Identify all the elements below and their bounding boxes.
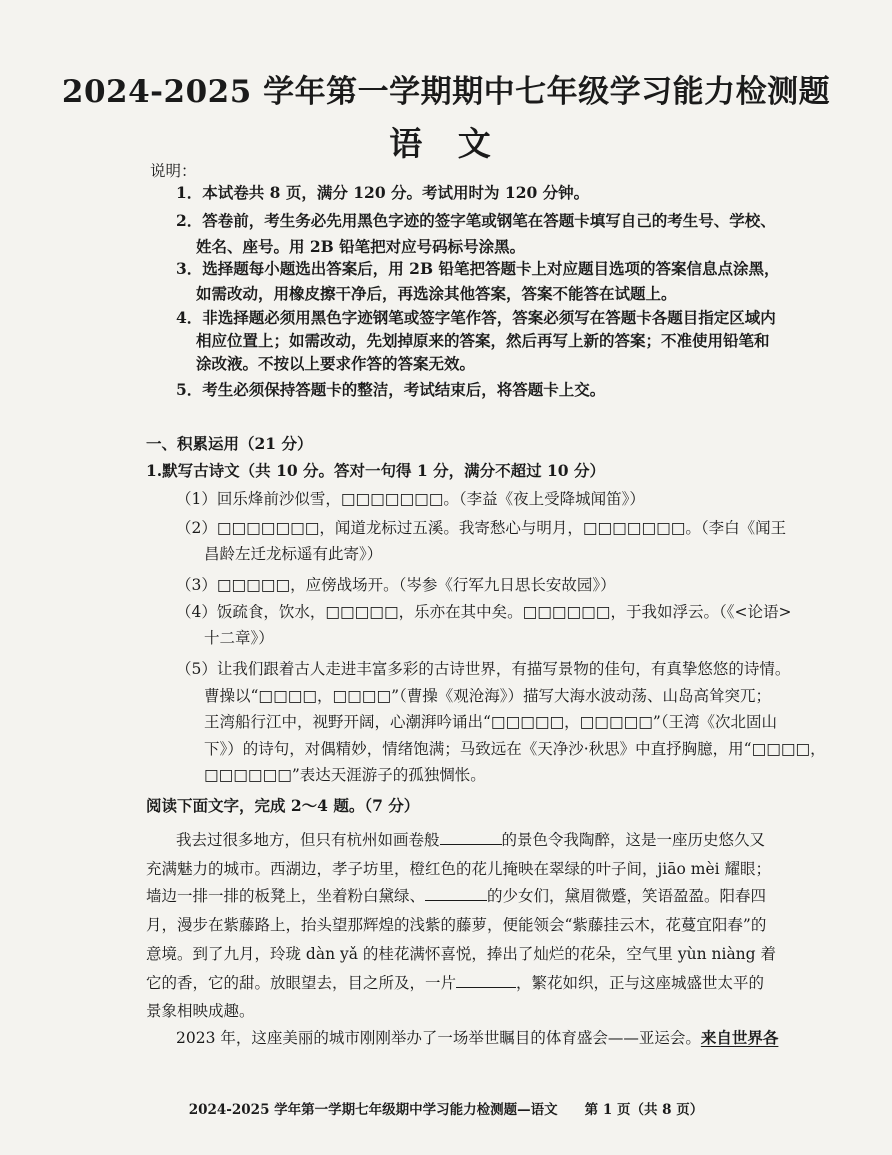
page-footer: 2024-2025 学年第一学期七年级期中学习能力检测题—语文 第 1 页（共 8 页） — [188, 1102, 704, 1118]
q1-line-3: （3）□□□□□，应傍战场开。（岑参《行军九日思长安故园》） — [176, 576, 616, 594]
instruction-3-cont: 如需改动，用橡皮擦干净后，再选涂其他答案，答案不能答在试题上。 — [196, 284, 677, 303]
section-heading: 一、积累运用（21 分） — [146, 434, 313, 453]
passage-line-5: 意境。到了九月，玲珑 dàn yǎ 的桂花满怀喜悦，捧出了灿烂的花朵，空气里 yùn niàng 着 — [146, 945, 777, 963]
answer-blank[interactable] — [456, 973, 516, 988]
q1-line-5-cont3: 下》）的诗句，对偶精妙，情绪饱满；马致远在《天净沙·秋思》中直抒胸臆，用“□□□□， — [204, 740, 826, 758]
passage-text: 墙边一排一排的板凳上，坐着粉白黛绿、 — [146, 887, 426, 905]
q1-line-4: （4）饭疏食，饮水，□□□□□，乐亦在其中矣。□□□□□□，于我如浮云。（《<论语> — [176, 603, 792, 621]
q1-line-5: （5）让我们跟着古人走进丰富多彩的古诗世界，有描写景物的佳句，有真挚悠悠的诗情。 — [176, 660, 791, 678]
passage-text: 的景色令我陶醉，这是一座历史悠久又 — [501, 831, 766, 849]
q1-line-5-cont4: □□□□□□”表达天涯游子的孤独惆怅。 — [204, 766, 486, 784]
reading-heading: 阅读下面文字，完成 2～4 题。（7 分） — [146, 796, 420, 815]
q1-line-5-cont2: 王湾船行江中，视野开阔，心潮湃吟诵出“□□□□□，□□□□□”（王湾《次北固山 — [204, 713, 778, 731]
instruction-5: 5．考生必须保持答题卡的整洁，考试结束后，将答题卡上交。 — [176, 380, 606, 399]
instruction-1: 1．本试卷共 8 页，满分 120 分。考试用时为 120 分钟。 — [176, 183, 590, 202]
passage-text: 它的香，它的甜。放眼望去，目之所及，一片 — [146, 974, 457, 992]
instruction-3: 3．选择题每小题选出答案后，用 2B 铅笔把答题卡上对应题目选项的答案信息点涂黑， — [176, 259, 780, 278]
passage-line-2: 充满魅力的城市。西湖边，孝子坊里，橙红色的花儿掩映在翠绿的叶子间，jiāo mèi 耀眼； — [146, 860, 772, 878]
q1-line-5-cont1: 曹操以“□□□□，□□□□”（曹操《观沧海》）描写大海水波动荡、山岛高耸突兀； — [204, 687, 772, 705]
question-1-heading: 1.默写古诗文（共 10 分。答对一句得 1 分，满分不超过 10 分） — [146, 461, 605, 480]
passage-line-8 — [176, 1027, 778, 1049]
instruction-4-cont: 相应位置上；如需改动，先划掉原来的答案，然后再写上新的答案；不准使用铅笔和 — [196, 331, 770, 350]
instructions-heading: 说明： — [150, 162, 197, 180]
subject-title: 语 文 — [389, 124, 503, 163]
instruction-2: 2．答卷前，考生务必先用黑色字迹的签字笔或钢笔在答题卡填写自己的考生号、学校、 — [176, 211, 776, 230]
passage-text: 的少女们，黛眉微蹙，笑语盈盈。阳春四 — [487, 887, 767, 905]
passage-line-7: 景象相映成趣。 — [146, 1002, 255, 1020]
passage-line-4: 月，漫步在紫藤路上，抬头望那辉煌的浅紫的藤萝，便能领会“紫藤挂云木，花蔓宜阳春”的 — [146, 916, 767, 934]
page-title: 2024-2025 学年第一学期期中七年级学习能力检测题 — [61, 74, 831, 110]
q1-line-2-cont: 昌龄左迁龙标遥有此寄》） — [204, 545, 383, 563]
answer-blank[interactable] — [440, 830, 502, 845]
q1-line-2: （2）□□□□□□□，闻道龙标过五溪。我寄愁心与明月，□□□□□□□。（李白《闻王 — [176, 519, 787, 537]
passage-line-1 — [176, 829, 765, 851]
instruction-2-cont: 姓名、座号。用 2B 铅笔把对应号码标号涂黑。 — [196, 237, 526, 256]
answer-blank[interactable] — [425, 886, 487, 901]
passage-text: ，繁花如织，正与这座城盛世太平的 — [516, 974, 765, 992]
passage-text: 我去过很多地方，但只有杭州如画卷般 — [176, 831, 440, 849]
passage-line-3 — [146, 885, 766, 907]
instruction-4-cont2: 涂改液。不按以上要求作答的答案无效。 — [196, 354, 476, 373]
underlined-sentence: 来自世界各 — [700, 1028, 779, 1047]
passage-line-6 — [146, 972, 764, 994]
instruction-4: 4．非选择题必须用黑色字迹钢笔或签字笔作答，答案必须写在答题卡各题目指定区域内 — [176, 308, 776, 327]
q1-line-4-cont: 十二章》） — [204, 629, 274, 647]
passage-text: 2023 年，这座美丽的城市刚刚举办了一场举世瞩目的体育盛会——亚运会。 — [176, 1029, 701, 1047]
q1-line-1: （1）回乐烽前沙似雪，□□□□□□□。（李益《夜上受降城闻笛》） — [176, 490, 645, 508]
